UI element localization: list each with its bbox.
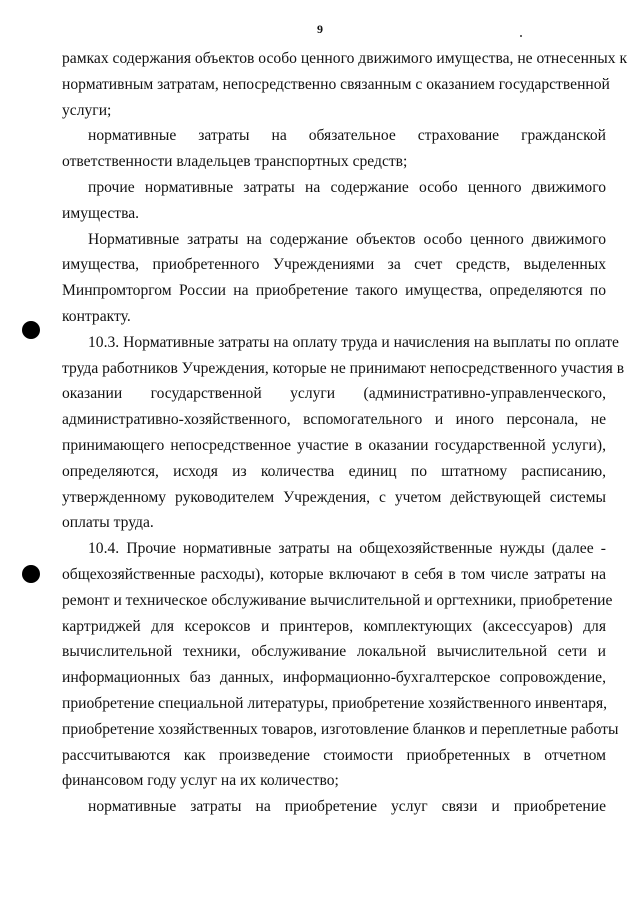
scan-speck (520, 35, 522, 37)
text-line: оказании государственной услуги (административно-управленческого, (62, 385, 606, 403)
binder-hole-top (22, 321, 40, 339)
text-line: Минпромторгом России на приобретение такого имущества, определяются по (62, 282, 606, 300)
text-line: информационных баз данных, информационно-бухгалтерское сопровождение, (62, 669, 606, 687)
document-body (62, 46, 628, 820)
text-line: административно-хозяйственного, вспомогательного и иного персонала, не (62, 411, 606, 429)
text-line: услуги; (62, 101, 112, 119)
text-line: приобретение хозяйственных товаров, изготовление бланков и переплетные работы (62, 720, 619, 738)
text-line: утвержденному руководителем Учреждения, с учетом действующей системы (62, 488, 606, 506)
text-line: финансовом году услуг на их количество; (62, 772, 339, 790)
text-line: ответственности владельцев транспортных средств; (62, 153, 408, 171)
text-line: принимающего непосредственное участие в оказании государственной услуги), (62, 436, 606, 454)
text-line: 10.3. Нормативные затраты на оплату труда и начисления на выплаты по оплате (88, 333, 619, 351)
text-line: рамках содержания объектов особо ценного движимого имущества, не отнесенных к (62, 50, 628, 67)
text-line: общехозяйственные расходы), которые включают в себя в том числе затраты на (62, 565, 606, 583)
text-line: 10.4. Прочие нормативные затраты на общехозяйственные нужды (далее - (88, 540, 606, 558)
text-line: ремонт и техническое обслуживание вычислительной и оргтехники, приобретение (62, 591, 613, 609)
text-line: контракту. (62, 307, 131, 325)
text-line: прочие нормативные затраты на содержание особо ценного движимого (88, 178, 606, 196)
text-line: вычислительной техники, обслуживание локальной вычислительной сети и (62, 643, 606, 661)
text-line: оплаты труда. (62, 514, 154, 532)
text-line: рассчитываются как произведение стоимости приобретенных в отчетном (62, 746, 606, 764)
text-line: Нормативные затраты на содержание объектов особо ценного движимого (88, 230, 606, 248)
text-line: картриджей для ксероксов и принтеров, комплектующих (аксессуаров) для (62, 617, 606, 635)
page-number: 9 (317, 22, 323, 36)
text-line: нормативные затраты на приобретение услуг связи и приобретение (88, 798, 606, 816)
binder-hole-bottom (22, 565, 40, 583)
text-line: имущества, приобретенного Учреждениями за счет средств, выделенных (62, 256, 606, 274)
text-line: приобретение специальной литературы, приобретение хозяйственного инвентаря, (62, 694, 608, 712)
text-line: имущества. (62, 204, 140, 222)
text-line: труда работников Учреждения, которые не принимают непосредственного участия в (62, 359, 625, 377)
text-line: нормативные затраты на обязательное страхование гражданской (88, 127, 606, 145)
text-line: определяются, исходя из количества единиц по штатному расписанию, (62, 462, 606, 480)
text-line: нормативным затратам, непосредственно связанным с оказанием государственной (62, 75, 610, 93)
